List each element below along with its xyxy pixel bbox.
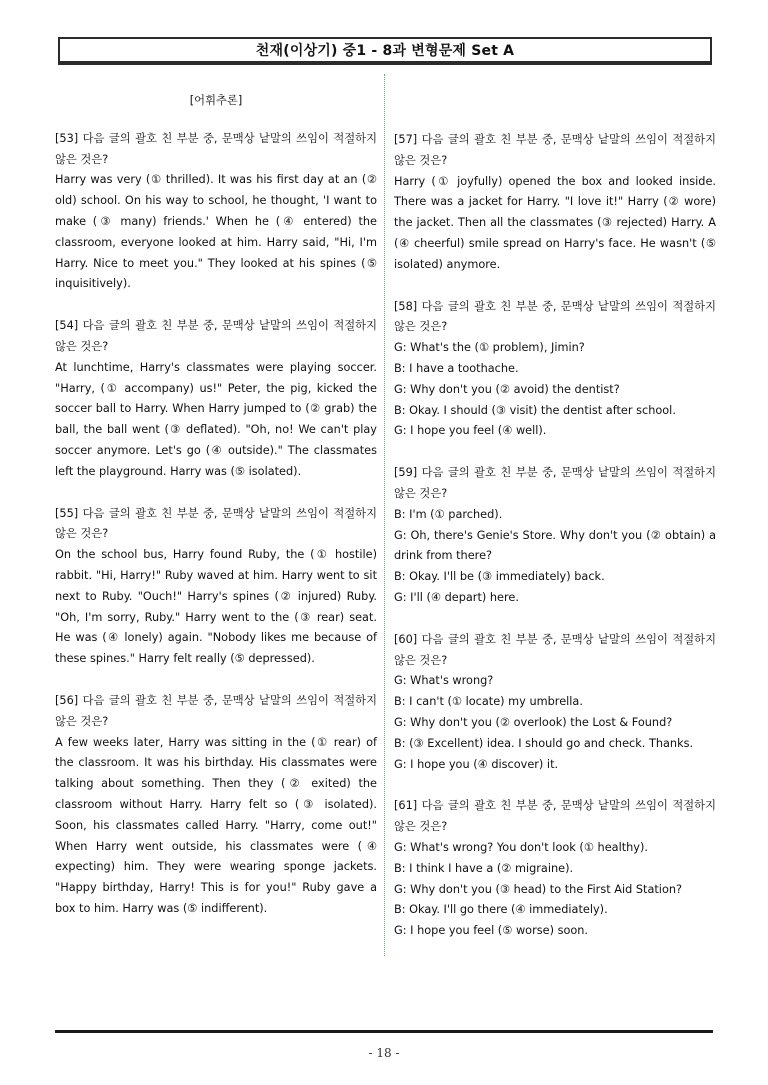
question-stem: [59] 다음 글의 괄호 친 부분 중, 문맥상 낱말의 쓰임이 적절하지 않은 것은? (394, 466, 716, 500)
question-58 (394, 297, 716, 443)
page-number: - 18 - (368, 1046, 400, 1060)
dialogue-line: G: What's wrong? You don't look (① healthy). (394, 840, 648, 854)
question-passage: A few weeks later, Harry was sitting in the (① rear) of the classroom. It was his birthday. His classmates were talking about something. Then they (② exited) the classroom without Harry. Harry felt so (③ isolated). Soon, his classmates called Harry. "Harry, come out!" When Harry went outside, his classmates were (④ expecting) him. They were wearing sponge jackets. "Happy birthday, Harry! This is for you!" Ruby gave a box to him. Harry was (⑤ indifferent). (55, 735, 377, 915)
dialogue-line: G: What's wrong? (394, 674, 494, 688)
left-column (55, 80, 377, 941)
question-passage: On the school bus, Harry found Ruby, the (① hostile) rabbit. "Hi, Harry!" Ruby waved at him. Harry went to sit next to Ruby. "Ouch!" Harry's spines (② injured) Ruby. "Oh, I'm sorry, Ruby." Harry went to the (③ rear) seat. He was (④ lonely) again. "Nobody likes me because of these spines." Harry felt really (⑤ depressed). (55, 548, 377, 666)
dialogue-line: G: Why don't you (② avoid) the dentist? (394, 382, 620, 396)
right-column (394, 130, 716, 963)
dialogue-line: G: Oh, there's Genie's Store. Why don't you (② obtain) a drink from there? (394, 528, 716, 563)
dialogue-line: B: (③ Excellent) idea. I should go and check. Thanks. (394, 736, 694, 750)
dialogue-line: G: Why don't you (③ head) to the First Aid Station? (394, 882, 683, 896)
dialogue-line: B: Okay. I'll go there (④ immediately). (394, 903, 608, 917)
dialogue-line: G: I hope you feel (⑤ worse) soon. (394, 924, 589, 938)
question-60 (394, 630, 716, 776)
question-56 (55, 691, 377, 920)
question-59 (394, 463, 716, 609)
dialogue-line: B: Okay. I should (③ visit) the dentist after school. (394, 403, 676, 417)
dialogue-line: B: Okay. I'll be (③ immediately) back. (394, 570, 605, 584)
dialogue-line: B: I can't (① locate) my umbrella. (394, 695, 583, 709)
dialogue-line: B: I have a toothache. (394, 361, 519, 375)
question-stem: [60] 다음 글의 괄호 친 부분 중, 문맥상 낱말의 쓰임이 적절하지 않은 것은? (394, 632, 716, 667)
section-label: [어휘추론] (189, 94, 243, 107)
dialogue-line: G: Why don't you (② overlook) the Lost & Found? (394, 715, 673, 729)
dialogue-line: B: I think I have a (② migraine). (394, 861, 574, 875)
question-53 (55, 129, 377, 295)
dialogue-line: G: I hope you feel (④ well). (394, 424, 547, 438)
dialogue-line: G: I hope you (④ discover) it. (394, 757, 559, 771)
question-stem: [55] 다음 글의 괄호 친 부분 중, 문맥상 낱말의 쓰임이 적절하지 않은 것은? (55, 506, 377, 541)
dialogue-line: G: What's the (① problem), Jimin? (394, 341, 585, 355)
page-title: 천재(이상기) 중1 - 8과 변형문제 Set A (58, 37, 712, 65)
dialogue-line: B: I'm (① parched). (394, 507, 503, 521)
question-passage: Harry was very (① thrilled). It was his first day at an (② old) school. On his way to school, he thought, 'I want to make (③ many) friends.' When he (④ entered) the classroom, everyone looked at him. Harry said, "Hi, I'm Harry. Nice to meet you." They looked at his spines (⑤ inquisitively). (55, 173, 377, 291)
question-stem: [57] 다음 글의 괄호 친 부분 중, 문맥상 낱말의 쓰임이 적절하지 않은 것은? (394, 133, 716, 167)
question-stem: [53] 다음 글의 괄호 친 부분 중, 문맥상 낱말의 쓰임이 적절하지 않은 것은? (55, 131, 377, 166)
question-55 (55, 504, 377, 670)
question-stem: [61] 다음 글의 괄호 친 부분 중, 문맥상 낱말의 쓰임이 적절하지 않은 것은? (394, 799, 716, 834)
question-stem: [58] 다음 글의 괄호 친 부분 중, 문맥상 낱말의 쓰임이 적절하지 않은 것은? (394, 299, 716, 334)
question-57 (394, 130, 716, 276)
question-passage: At lunchtime, Harry's classmates were playing soccer. "Harry, (① accompany) us!" Peter, the pig, kicked the soccer ball to Harry. When Harry jumped to (② grab) the ball, the ball went (③ deflated). "Oh, no! We can't play soccer anymore. Let's go (④ outside)." The classmates left the playground. Harry was (⑤ isolated). (55, 360, 377, 478)
question-passage: Harry (① joyfully) opened the box and looked inside. There was a jacket for Harry. "I love it!" Harry (② wore) the jacket. Then all the classmates (③ rejected) Harry. A (④ cheerful) smile spread on Harry's face. He wasn't (⑤ isolated) anymore. (394, 174, 716, 271)
column-divider (384, 74, 385, 956)
question-61 (394, 796, 716, 942)
question-stem: [54] 다음 글의 괄호 친 부분 중, 문맥상 낱말의 쓰임이 적절하지 않은 것은? (55, 319, 377, 353)
question-stem: [56] 다음 글의 괄호 친 부분 중, 문맥상 낱말의 쓰임이 적절하지 않은 것은? (55, 693, 377, 728)
footer-rule (55, 1030, 713, 1033)
dialogue-line: G: I'll (④ depart) here. (394, 590, 519, 604)
question-54 (55, 316, 377, 482)
